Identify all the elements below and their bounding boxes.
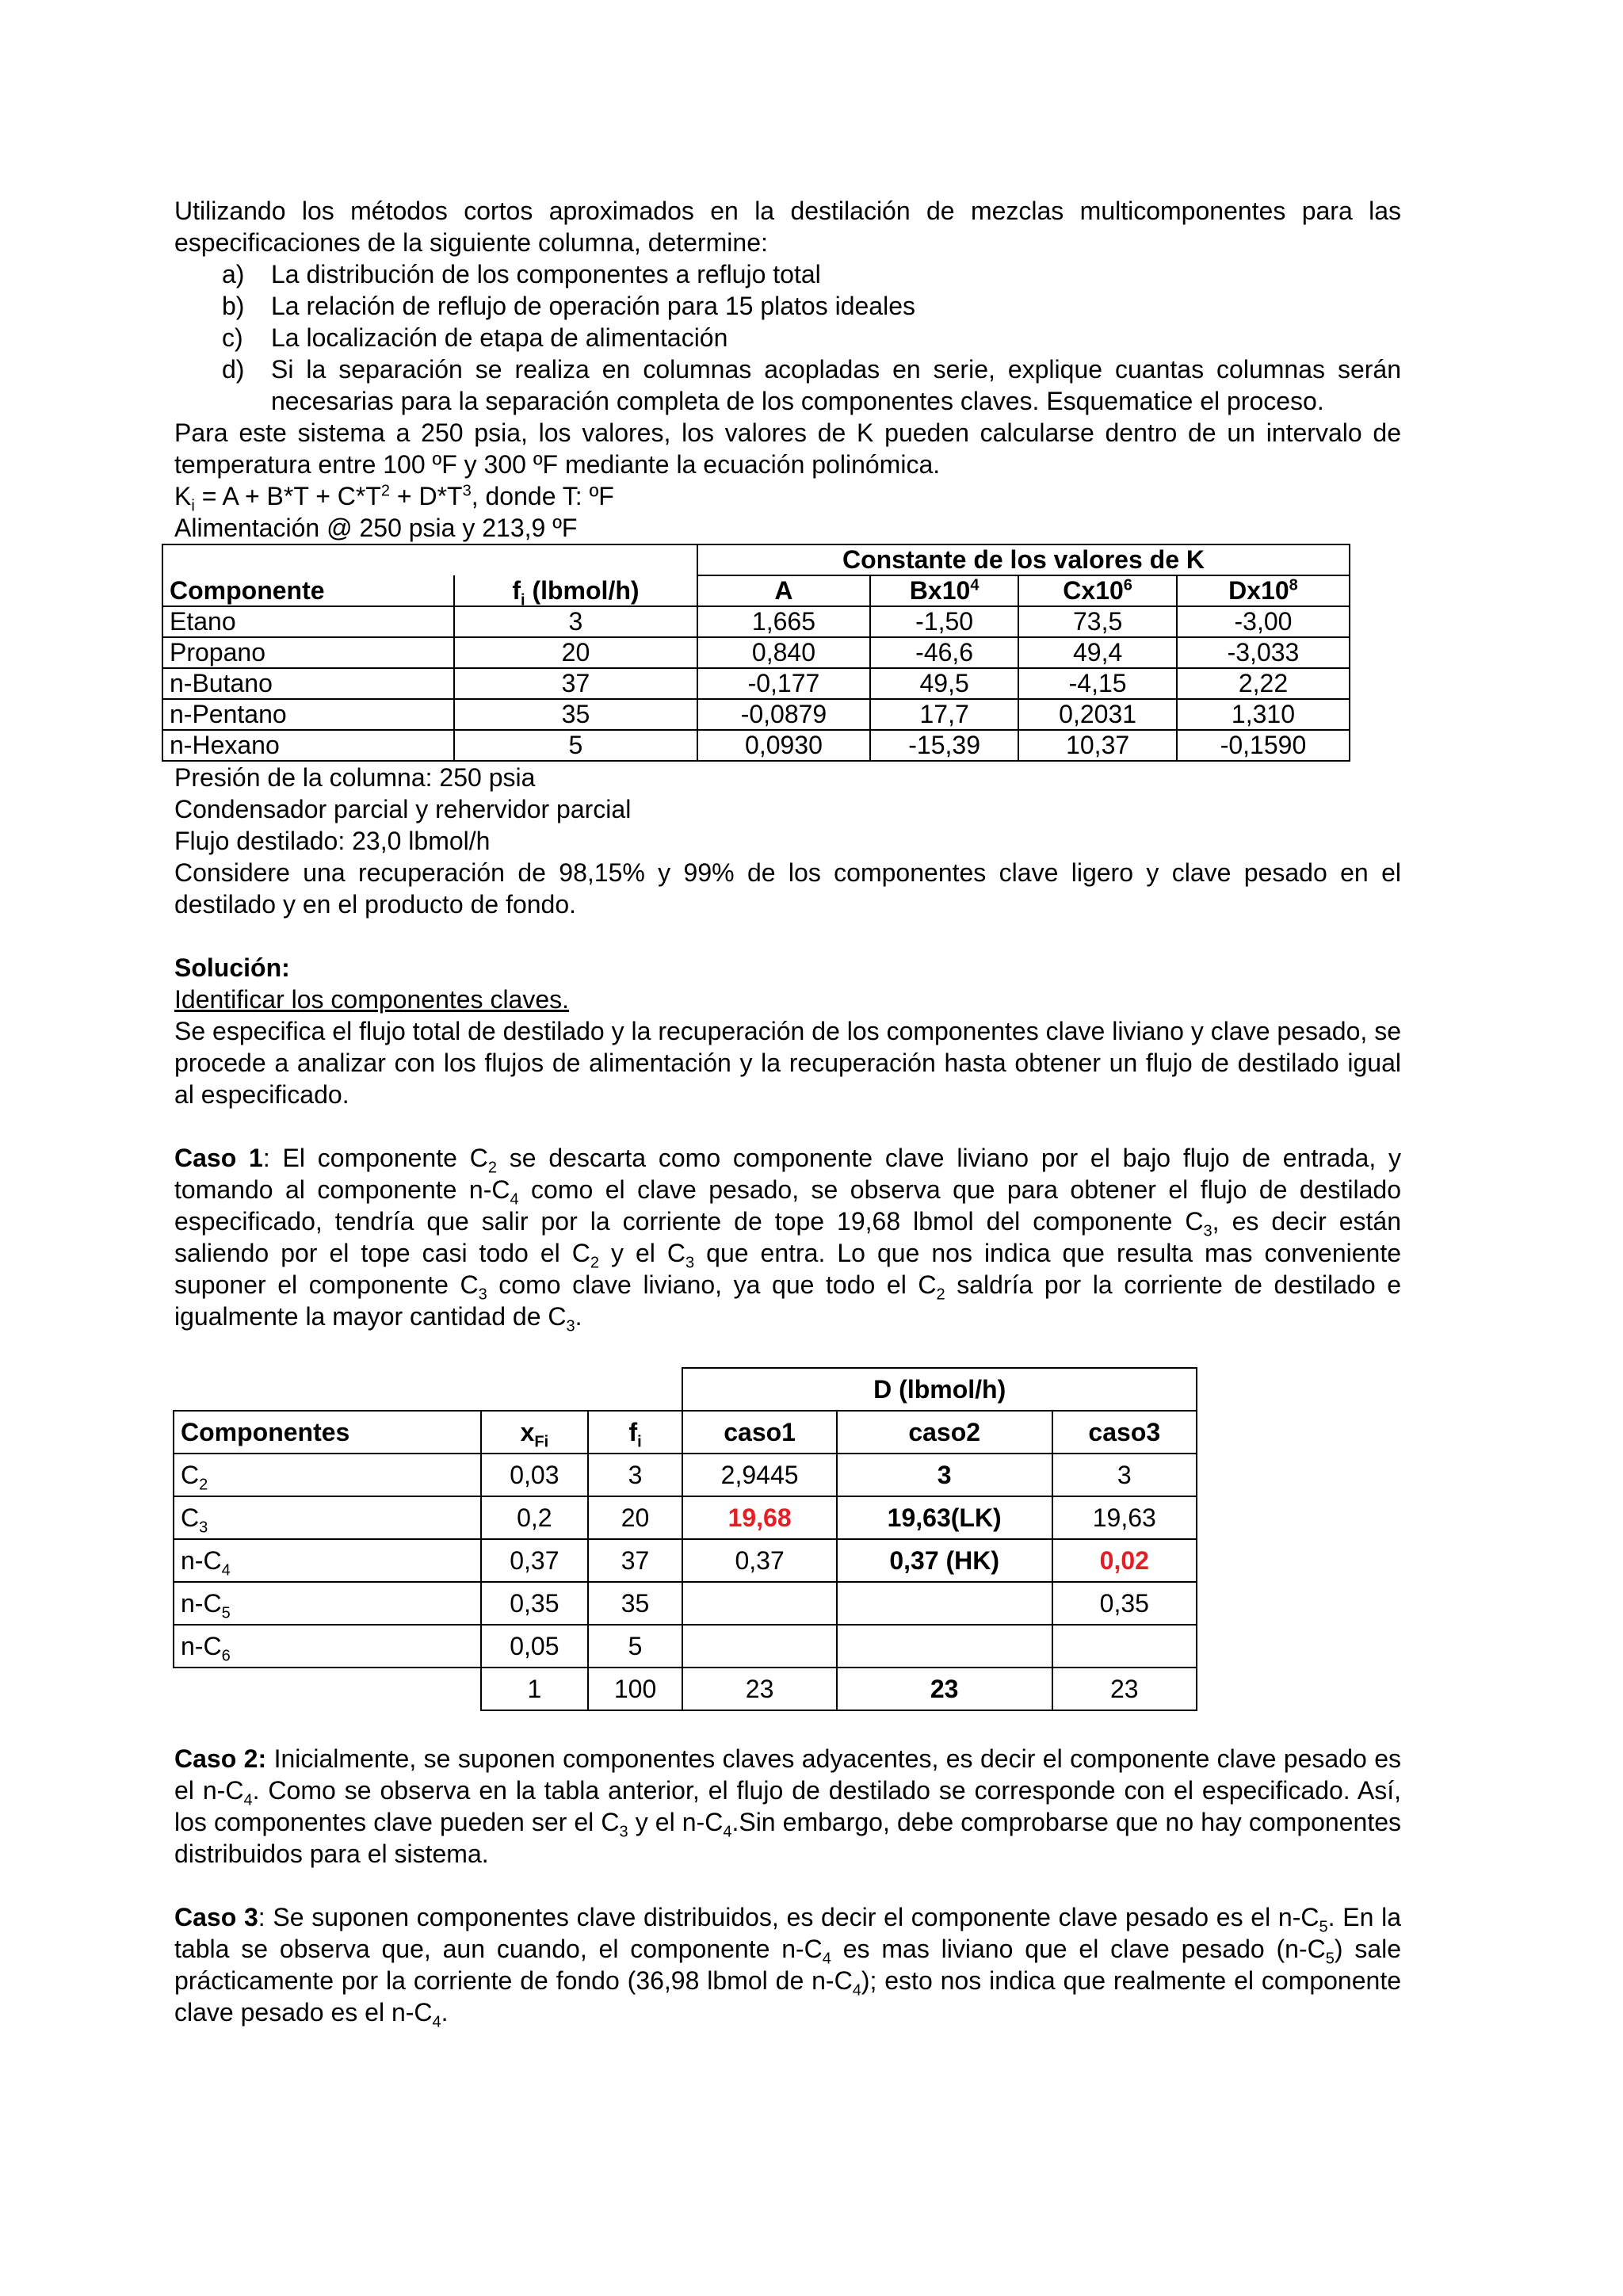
cell-caso3 [1052, 1625, 1197, 1668]
total-caso2: 23 [837, 1668, 1052, 1710]
cell-component: $n-C_6$ [174, 1625, 481, 1668]
cell-f: 5 [454, 730, 697, 761]
cell-a: 0,0930 [697, 730, 870, 761]
cell-d: -3,00 [1177, 606, 1350, 637]
equation-k-sub: i [191, 497, 195, 515]
cell-name: n-Hexano [162, 730, 454, 761]
cell-d: 2,22 [1177, 668, 1350, 699]
cell-b: -1,50 [870, 606, 1018, 637]
equation-part: + D*T [390, 482, 463, 510]
equation-k: K [174, 482, 192, 510]
cell-c: -4,15 [1018, 668, 1177, 699]
cell-d: -3,033 [1177, 637, 1350, 668]
cell-a: 0,840 [697, 637, 870, 668]
cell-c: 0,2031 [1018, 699, 1177, 730]
table-row [162, 606, 1350, 637]
cell-x: 0,03 [481, 1454, 588, 1496]
solution-paragraph: Se especifica el flujo total de destilado y la recuperación de los componentes clave liviano y clave pesado, se procede a analizar con los flujos de alimentación y la recuperación hasta obtener un flujo de destilado igual al especificado. [174, 1017, 1401, 1109]
cell-b: 17,7 [870, 699, 1018, 730]
total-f: 100 [588, 1668, 683, 1710]
spec-distillate: Flujo destilado: 23,0 lbmol/h [174, 827, 491, 855]
table-header-row [162, 575, 1350, 606]
k-equation [174, 480, 1401, 515]
cell-b: 49,5 [870, 668, 1018, 699]
caso1-paragraph: Caso 1: El componente $C_2$ se descarta como componente clave liviano por el bajo flujo de entrada, y tomando al componente $n-C_4$ como el clave pesado, se observa que para obtener el flujo de destilado especificado, tendría que salir por la corriente de tope 19,68 lbmol del componente $C_3$, es decir están saliendo por el tope casi todo el $C_2$ y el $C_3$ que entra. Lo que nos indica que resulta mas conveniente suponer el componente $C_3$ como clave liviano, ya que todo el $C_2$ saldría por la corriente de destilado e igualmente la mayor cantidad de $C_3$. [174, 1144, 1402, 1335]
cell-caso1 [682, 1582, 836, 1625]
cell-f: 20 [454, 637, 697, 668]
distillate-table [173, 1367, 1197, 1711]
item-label: d) [222, 355, 245, 384]
cell-f: 35 [588, 1582, 683, 1625]
total-caso1: 23 [682, 1668, 836, 1710]
cell-caso2: 3 [837, 1454, 1052, 1496]
table-row [162, 730, 1350, 761]
list-item [174, 258, 1401, 290]
intro-paragraph: Utilizando los métodos cortos aproximados en la destilación de mezclas multicomponentes para las especificaciones de la siguiente columna, determine: [174, 197, 1401, 257]
cell-component: $C_2$ [174, 1454, 481, 1496]
solution-title: Solución: [174, 953, 290, 982]
table-row [174, 1539, 1197, 1582]
cell-component: $n-C_4$ [174, 1539, 481, 1582]
item-text: Si la separación se realiza en columnas acopladas en serie, explique cuantas columnas serán necesarias para la separación completa de los componentes claves. Esquematice el proceso. [271, 355, 1401, 415]
cell-c: 10,37 [1018, 730, 1177, 761]
cell-d: -0,1590 [1177, 730, 1350, 761]
header-f: $f_i$ (lbmol/h) [454, 575, 697, 606]
spec-pressure: Presión de la columna: 250 psia [174, 763, 536, 792]
item-text: La relación de reflujo de operación para 15 platos ideales [271, 292, 915, 320]
cell-caso3: 3 [1052, 1454, 1197, 1496]
header-d: $Dx10^8$ [1177, 575, 1350, 606]
cell-c: 49,4 [1018, 637, 1177, 668]
cell-caso3: 0,35 [1052, 1582, 1197, 1625]
cell-caso1-highlight: 19,68 [682, 1496, 836, 1539]
cell-component: $C_3$ [174, 1496, 481, 1539]
table-row [162, 699, 1350, 730]
cell-name: Propano [162, 637, 454, 668]
cell-f: 3 [454, 606, 697, 637]
table-row [162, 637, 1350, 668]
feed-line: Alimentación @ 250 psia y 213,9 ºF [174, 514, 578, 542]
cell-x: 0,05 [481, 1625, 588, 1668]
equation-part: = A + B*T + C*T [194, 482, 381, 510]
cell-f: 37 [454, 668, 697, 699]
table-row [174, 1496, 1197, 1539]
header-a: A [697, 575, 870, 606]
system-paragraph: Para este sistema a 250 psia, los valores, los valores de K pueden calcularse dentro de un intervalo de temperatura entre 100 ºF y 300 ºF mediante la ecuación polinómica. [174, 418, 1401, 479]
item-label: a) [222, 260, 245, 288]
spec-condenser: Condensador parcial y rehervidor parcial [174, 795, 632, 823]
list-item [174, 322, 1401, 353]
caso3-paragraph: Caso 3: Se suponen componentes clave distribuidos, es decir el componente clave pesado es el $n-C_5$. En la tabla se observa que, aun cuando, el componente $n-C_4$ es mas liviano que el clave pesado $(n-C_5)$ sale prácticamente por la corriente de fondo (36,98 lbmol de $n-C_4$); esto nos indica que realmente el componente clave pesado es el $n-C_4$. [174, 1903, 1402, 2031]
cell-caso3: 19,63 [1052, 1496, 1197, 1539]
solution-subtitle: Identificar los componentes claves. [174, 985, 570, 1014]
cell-caso1: 2,9445 [682, 1454, 836, 1496]
item-text: La localización de etapa de alimentación [271, 323, 728, 352]
item-text: La distribución de los componentes a reflujo total [271, 260, 821, 288]
cell-a: 1,665 [697, 606, 870, 637]
cell-a: -0,0879 [697, 699, 870, 730]
cell-caso2: 19,63(LK) [837, 1496, 1052, 1539]
header-x: $x_{Fi}$ [481, 1411, 588, 1454]
total-x: 1 [481, 1668, 588, 1710]
cell-f: 20 [588, 1496, 683, 1539]
document-page [170, 195, 1402, 2031]
cell-c: 73,5 [1018, 606, 1177, 637]
cell-b: -46,6 [870, 637, 1018, 668]
spec-recovery: Considere una recuperación de 98,15% y 99% de los componentes clave ligero y clave pesado en el destilado y en el producto de fondo. [174, 858, 1401, 919]
table-corner [162, 544, 697, 575]
header-componentes: Componentes [174, 1411, 481, 1454]
caso2-paragraph: Caso 2: Inicialmente, se suponen componentes claves adyacentes, es decir el componente clave pesado es el $n-C_4$. Como se observa en la tabla anterior, el flujo de destilado se corresponde con el especificado. Así, los componentes clave pueden ser el $C_3$ y el $n-C_4.Sin$ embargo, debe comprobarse que no hay componentes distribuidos para el sistema. [174, 1744, 1402, 1868]
equation-part: , donde T: ºF [471, 482, 614, 510]
header-fi: $f_i$ [588, 1411, 683, 1454]
k-constants-table [162, 544, 1350, 762]
header-componente: Componente [162, 575, 454, 606]
cell-caso3-highlight: 0,02 [1052, 1539, 1197, 1582]
cell-caso2 [837, 1582, 1052, 1625]
table-row [174, 1582, 1197, 1625]
totals-row [174, 1668, 1197, 1710]
table-row [162, 668, 1350, 699]
cell-caso2 [837, 1625, 1052, 1668]
cell-name: n-Pentano [162, 699, 454, 730]
cell-f: 35 [454, 699, 697, 730]
question-list [174, 258, 1401, 417]
k-group-header: Constante de los valores de K [697, 544, 1350, 575]
cell-x: 0,37 [481, 1539, 588, 1582]
list-item [174, 353, 1401, 417]
item-label: c) [222, 323, 243, 352]
cell-name: Etano [162, 606, 454, 637]
cell-caso1 [682, 1625, 836, 1668]
cell-f: 37 [588, 1539, 683, 1582]
cell-component: $n-C_5$ [174, 1582, 481, 1625]
item-label: b) [222, 292, 245, 320]
list-item [174, 290, 1401, 322]
table-row [174, 1625, 1197, 1668]
cell-f: 5 [588, 1625, 683, 1668]
cell-x: 0,2 [481, 1496, 588, 1539]
cell-x: 0,35 [481, 1582, 588, 1625]
table-header-row [174, 1411, 1197, 1454]
cell-caso2: 0,37 (HK) [837, 1539, 1052, 1582]
header-b: $Bx10^4$ [870, 575, 1018, 606]
header-c: $Cx10^6$ [1018, 575, 1177, 606]
header-caso3: caso3 [1052, 1411, 1197, 1454]
cell-f: 3 [588, 1454, 683, 1496]
header-caso2: caso2 [837, 1411, 1052, 1454]
cell-d: 1,310 [1177, 699, 1350, 730]
header-caso1: caso1 [682, 1411, 836, 1454]
equation-exp: 2 [380, 482, 391, 500]
cell-a: -0,177 [697, 668, 870, 699]
d-group-header: D (lbmol/h) [682, 1368, 1197, 1411]
cell-caso1: 0,37 [682, 1539, 836, 1582]
equation-exp: 3 [462, 482, 472, 500]
table-row [174, 1454, 1197, 1496]
total-caso3: 23 [1052, 1668, 1197, 1710]
cell-b: -15,39 [870, 730, 1018, 761]
cell-name: n-Butano [162, 668, 454, 699]
